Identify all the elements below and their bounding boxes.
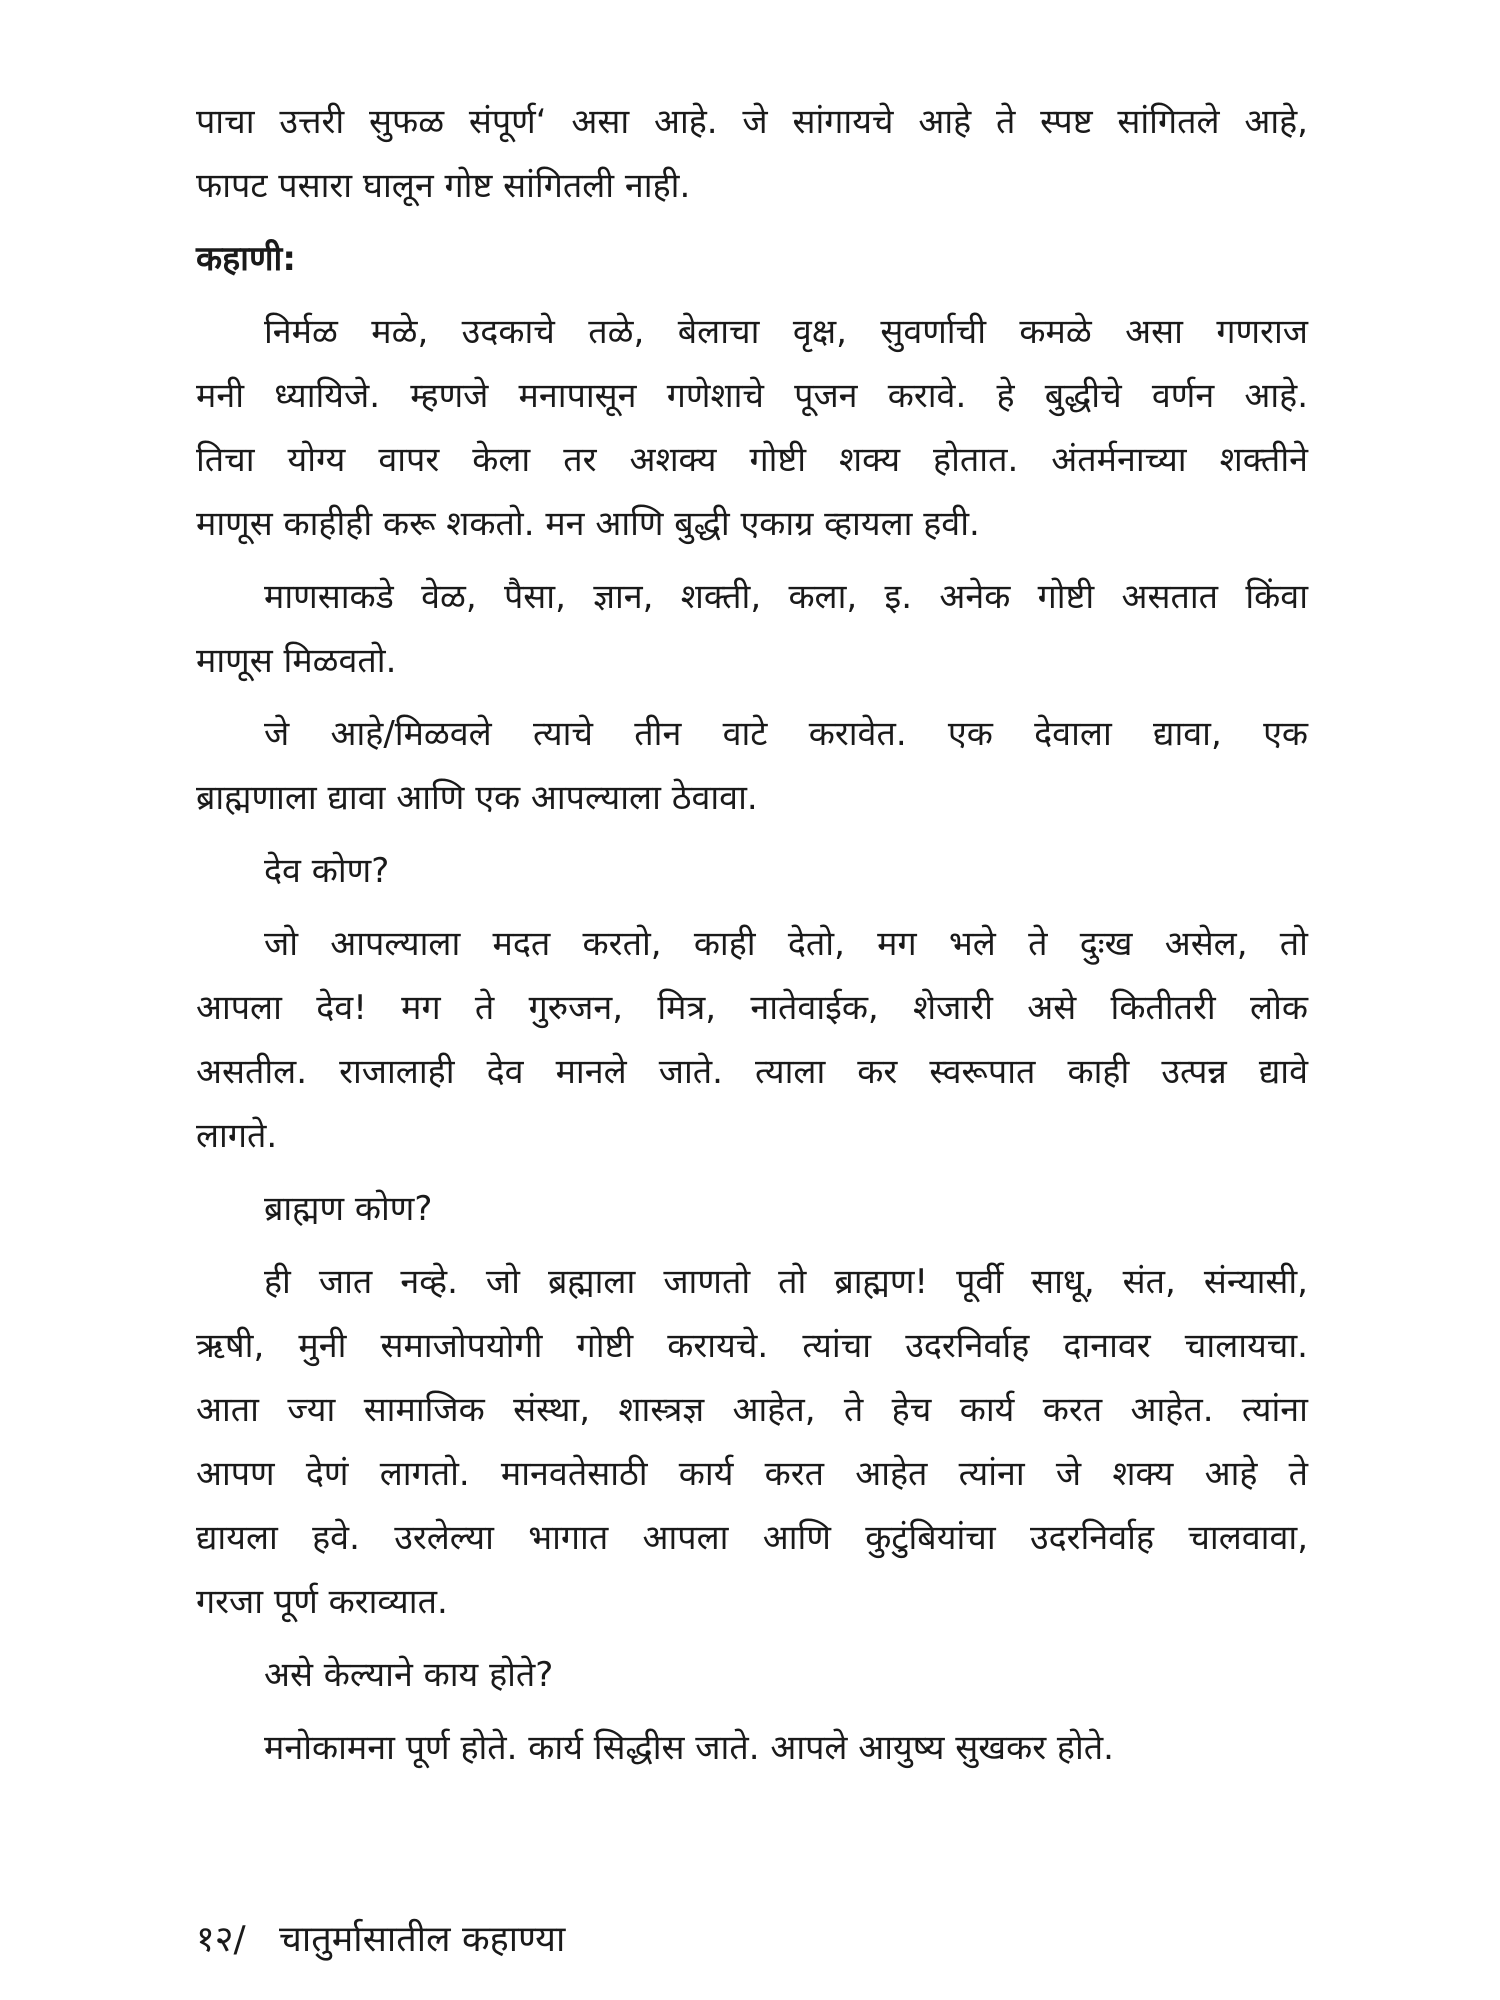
- text-line: ब्राह्मणाला द्यावा आणि एक आपल्याला ठेवावा.: [196, 778, 758, 818]
- text-line: ऋषी, मुनी समाजोपयोगी गोष्टी करायचे. त्यांचा उदरनिर्वाह दानावर चालायचा.: [196, 1326, 1308, 1366]
- text-line: लागते.: [196, 1116, 278, 1156]
- text-line: पाचा उत्तरी सुफळ संपूर्ण‘ असा आहे. जे सांगायचे आहे ते स्पष्ट सांगितले आहे,: [196, 102, 1308, 142]
- section-heading: [196, 227, 1308, 291]
- page-number: १२/: [196, 1919, 246, 1960]
- paragraph: [196, 300, 1308, 556]
- text-line: तिचा योग्य वापर केला तर अशक्य गोष्टी शक्य होतात. अंतर्मनाच्या शक्तीने: [196, 440, 1308, 480]
- text-line: देव कोण?: [264, 851, 390, 891]
- paragraph: [196, 702, 1308, 830]
- text-line: जे आहे/मिळवले त्याचे तीन वाटे करावेत. एक देवाला द्यावा, एक: [264, 714, 1308, 754]
- text-line: माणूस काहीही करू शकतो. मन आणि बुद्धी एकाग्र व्हायला हवी.: [196, 504, 980, 544]
- text-line: आता ज्या सामाजिक संस्था, शास्त्रज्ञ आहेत, ते हेच कार्य करत आहेत. त्यांना: [196, 1390, 1308, 1430]
- paragraph: [196, 90, 1308, 218]
- page-footer: [196, 1910, 565, 1970]
- text-line: माणसाकडे वेळ, पैसा, ज्ञान, शक्ती, कला, इ. अनेक गोष्टी असतात किंवा: [264, 577, 1308, 617]
- text-line: द्यायला हवे. उरलेल्या भागात आपला आणि कुटुंबियांचा उदरनिर्वाह चालवावा,: [196, 1518, 1308, 1558]
- text-line: आपला देव! मग ते गुरुजन, मित्र, नातेवाईक, शेजारी असे कितीतरी लोक: [196, 988, 1308, 1028]
- text-line: ही जात नव्हे. जो ब्रह्माला जाणतो तो ब्राह्मण! पूर्वी साधू, संत, संन्यासी,: [264, 1262, 1308, 1302]
- text-line: ब्राह्मण कोण?: [264, 1189, 433, 1229]
- paragraph: [196, 1643, 1308, 1707]
- paragraph: [196, 1250, 1308, 1634]
- text-line: माणूस मिळवतो.: [196, 641, 397, 681]
- text-line: मनोकामना पूर्ण होते. कार्य सिद्धीस जाते. आपले आयुष्य सुखकर होते.: [264, 1728, 1114, 1768]
- text-line: असे केल्याने काय होते?: [264, 1655, 554, 1695]
- text-line: कहाणी:: [196, 239, 296, 279]
- text-line: जो आपल्याला मदत करतो, काही देतो, मग भले ते दुःख असेल, तो: [264, 924, 1308, 964]
- paragraph: [196, 565, 1308, 693]
- text-line: आपण देणं लागतो. मानवतेसाठी कार्य करत आहेत त्यांना जे शक्य आहे ते: [196, 1454, 1308, 1494]
- book-title: चातुर्मासातील कहाण्या: [279, 1919, 566, 1960]
- paragraph: [196, 839, 1308, 903]
- text-line: गरजा पूर्ण कराव्यात.: [196, 1582, 448, 1622]
- text-line: असतील. राजालाही देव मानले जाते. त्याला कर स्वरूपात काही उत्पन्न द्यावे: [196, 1052, 1308, 1092]
- page-body: [196, 90, 1308, 1789]
- paragraph: [196, 912, 1308, 1168]
- text-line: फापट पसारा घालून गोष्ट सांगितली नाही.: [196, 166, 691, 206]
- text-line: मनी ध्यायिजे. म्हणजे मनापासून गणेशाचे पूजन करावे. हे बुद्धीचे वर्णन आहे.: [196, 376, 1308, 416]
- text-line: निर्मळ मळे, उदकाचे तळे, बेलाचा वृक्ष, सुवर्णाची कमळे असा गणराज: [264, 312, 1308, 352]
- paragraph: [196, 1177, 1308, 1241]
- paragraph: [196, 1716, 1308, 1780]
